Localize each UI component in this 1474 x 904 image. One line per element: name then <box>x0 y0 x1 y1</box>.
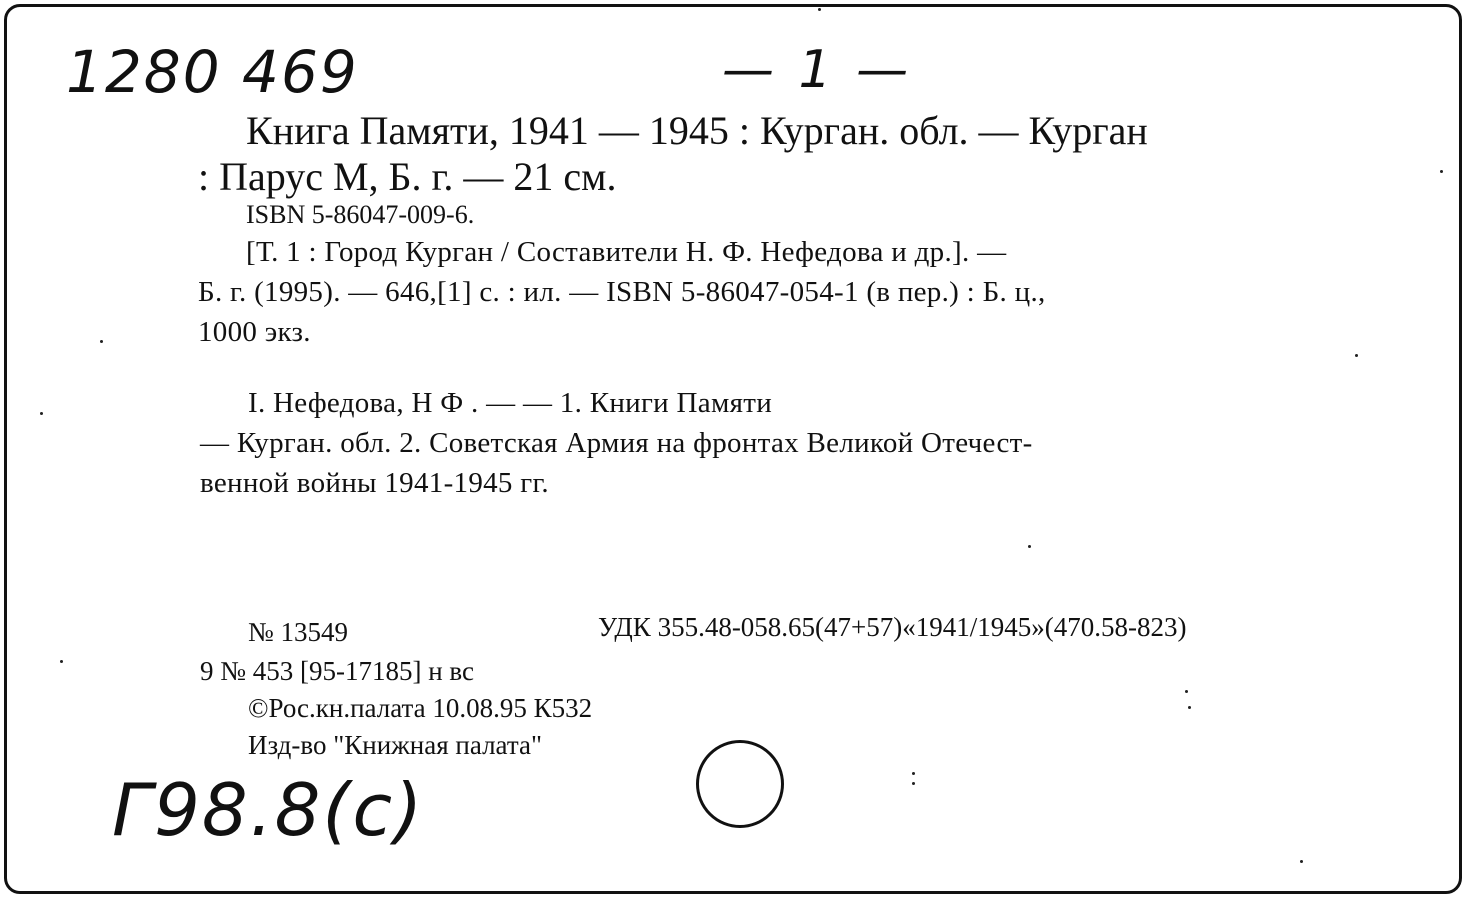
entry-isbn: ISBN 5-86047-009-6. <box>246 200 475 229</box>
scan-speck <box>818 8 821 11</box>
scan-speck <box>912 772 915 775</box>
subjects-line-1: I. Нефедова, Н Ф . — — 1. Книги Памяти <box>248 387 773 419</box>
handwritten-shelf-code: Г98.8(c) <box>112 768 425 852</box>
scan-speck <box>100 340 103 343</box>
entry-title-line-2: : Парус М, Б. г. — 21 см. <box>198 154 617 199</box>
card-number: № 13549 <box>248 617 349 647</box>
scan-speck <box>1028 545 1031 548</box>
scan-speck <box>40 412 43 415</box>
subjects-line-3: венной войны 1941-1945 гг. <box>200 467 549 499</box>
scan-speck <box>1440 170 1443 173</box>
entry-volume-line-2: Б. г. (1995). — 646,[1] с. : ил. — ISBN 5-86047-054-1 (в пер.) : Б. ц., <box>198 276 1046 308</box>
scan-speck <box>1355 354 1358 357</box>
scan-speck <box>1300 860 1303 863</box>
scan-speck <box>60 660 63 663</box>
imprint-line-4: Изд-во "Книжная палата" <box>248 730 542 760</box>
punch-hole-circle <box>696 740 784 828</box>
scan-speck <box>912 782 915 785</box>
imprint-line-2: 9 № 453 [95-17185] н вс <box>200 656 475 686</box>
entry-volume-line-1: [Т. 1 : Город Курган / Составители Н. Ф. Нефедова и др.]. — <box>246 236 1007 268</box>
entry-title-line-1: Книга Памяти, 1941 — 1945 : Курган. обл. — Курган <box>246 108 1148 153</box>
scan-speck <box>1188 706 1191 709</box>
handwritten-inventory-number: 1280 469 <box>66 38 359 106</box>
scan-speck <box>1185 690 1188 693</box>
subjects-line-2: — Курган. обл. 2. Советская Армия на фронтах Великой Отечест- <box>200 427 1033 459</box>
entry-volume-line-3: 1000 экз. <box>198 316 311 348</box>
udc-code: УДК 355.48-058.65(47+57)«1941/1945»(470.58-823) <box>598 612 1187 642</box>
imprint-line-3: ©Рос.кн.палата 10.08.95 К532 <box>248 693 593 723</box>
handwritten-card-number: — 1 — <box>722 40 913 100</box>
